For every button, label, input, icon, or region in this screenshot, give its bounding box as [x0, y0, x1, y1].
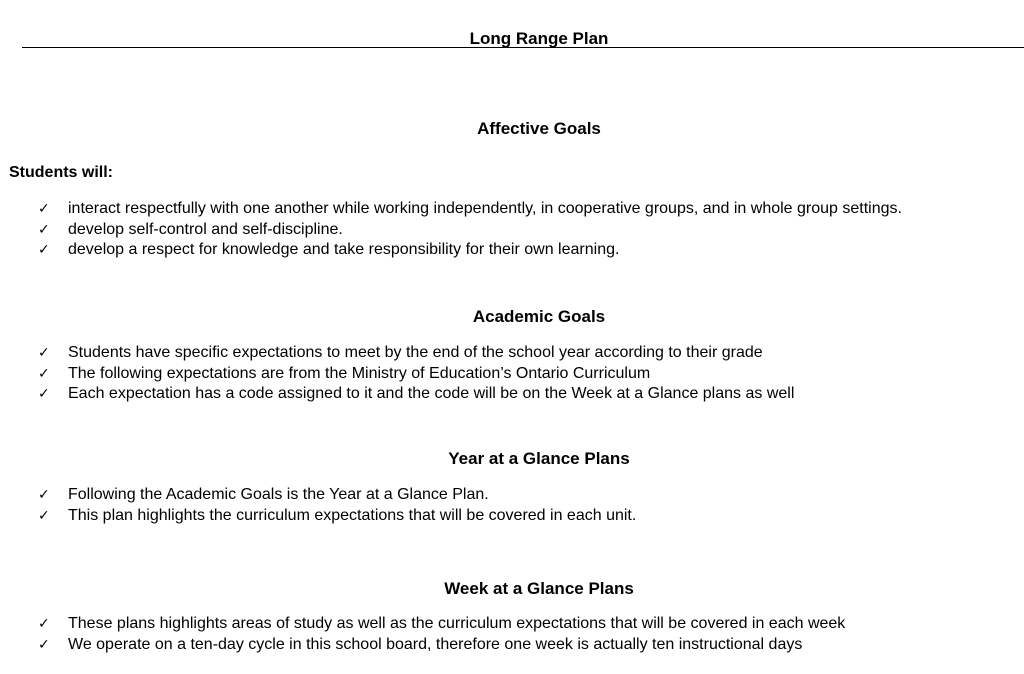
- list-item-text: Following the Academic Goals is the Year at a Glance Plan.: [68, 486, 489, 503]
- list-item-text: We operate on a ten-day cycle in this school board, therefore one week is actually ten instructional days: [68, 635, 803, 653]
- checkmark-icon: ✓: [38, 221, 50, 238]
- checkmark-icon: ✓: [38, 636, 50, 653]
- checkmark-icon: ✓: [38, 507, 50, 524]
- section-heading-year-at-a-glance: Year at a Glance Plans: [448, 449, 630, 468]
- checkmark-icon: ✓: [38, 242, 50, 258]
- section-intro-students-will: Students will:: [9, 164, 113, 181]
- checkmark-icon: ✓: [38, 616, 50, 632]
- title-underline: [22, 47, 1024, 48]
- list-item-text: Each expectation has a code assigned to it and the code will be on the Week at a Glance plans as well: [68, 385, 795, 402]
- document-title: Long Range Plan: [469, 29, 609, 48]
- checkmark-icon: ✓: [38, 386, 50, 402]
- section-heading-academic-goals: Academic Goals: [472, 307, 606, 326]
- checkmark-icon: ✓: [38, 201, 50, 217]
- checkmark-icon: ✓: [38, 345, 50, 361]
- checkmark-icon: ✓: [38, 487, 50, 503]
- list-item-text: develop a respect for knowledge and take responsibility for their own learning.: [68, 241, 620, 258]
- section-heading-week-at-a-glance: Week at a Glance Plans: [444, 579, 634, 598]
- checkmark-icon: ✓: [38, 365, 50, 382]
- list-item-text: Students have specific expectations to meet by the end of the school year according to their grade: [68, 344, 763, 361]
- list-item-text: The following expectations are from the Ministry of Education’s Ontario Curriculum: [68, 364, 651, 382]
- list-item-text: This plan highlights the curriculum expectations that will be covered in each unit.: [68, 506, 637, 524]
- section-heading-affective-goals: Affective Goals: [477, 119, 601, 138]
- list-item-text: These plans highlights areas of study as well as the curriculum expectations that will be covered in each week: [68, 615, 846, 632]
- list-item-text: develop self-control and self-discipline.: [68, 220, 343, 238]
- list-item-text: interact respectfully with one another while working independently, in cooperative groups, and in whole group settings.: [68, 200, 902, 217]
